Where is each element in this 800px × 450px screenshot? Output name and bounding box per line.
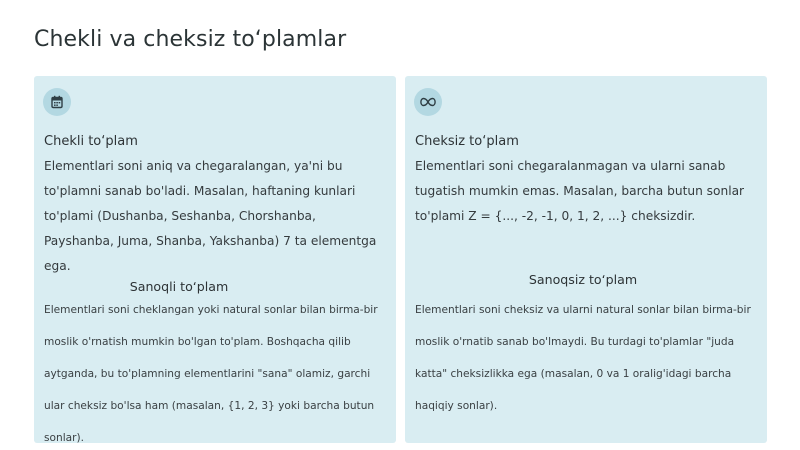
card-description: Elementlari soni aniq va chegaralangan, ya'ni bu to'plamni sanab bo'ladi. Masalan, haftaning kunlari to'plami (Dushanba, Seshanba, Chorshanba, Payshanba, Juma, Shanba, Yakshanba) 7 ta elementga ega.: [44, 159, 377, 273]
calendar-icon: [50, 95, 64, 109]
card-heading: Chekli to‘plam: [44, 134, 138, 149]
card-icon-badge: [414, 88, 442, 116]
card-icon-badge: [43, 88, 71, 116]
infinity-icon: [420, 97, 436, 107]
card-infinite-set: [405, 76, 767, 443]
card-finite-set: [34, 76, 396, 443]
card-sub-description: Elementlari soni cheksiz va ularni natural sonlar bilan birma-bir moslik o'rnatib sanab bo'lmaydi. Bu turdagi to'plamlar "juda katta" cheksizlikka ega (masalan, 0 va 1 oralig'idagi barcha haqiqiy sonlar).: [415, 304, 751, 412]
page-title: Chekli va cheksiz to‘plamlar: [34, 27, 347, 52]
card-description: Elementlari soni chegaralanmagan va ularni sanab tugatish mumkin emas. Masalan, barcha butun sonlar to'plami Z = {..., -2, -1, 0, 1, 2, ...} cheksizdir.: [415, 159, 745, 223]
card-sub-heading: Sanoqli to‘plam: [129, 279, 229, 294]
card-sub-heading: Sanoqsiz to‘plam: [528, 272, 638, 287]
card-heading: Cheksiz to‘plam: [415, 134, 519, 149]
card-sub-description: Elementlari soni cheklangan yoki natural sonlar bilan birma-bir moslik o'rnatish mumkin bo'lgan to'plam. Boshqacha qilib aytganda, bu to'plamning elementlarini "sana" olamiz, garchi ular cheksiz bo'lsa ham (masalan, {1, 2, 3} yoki barcha butun sonlar).: [44, 304, 378, 444]
